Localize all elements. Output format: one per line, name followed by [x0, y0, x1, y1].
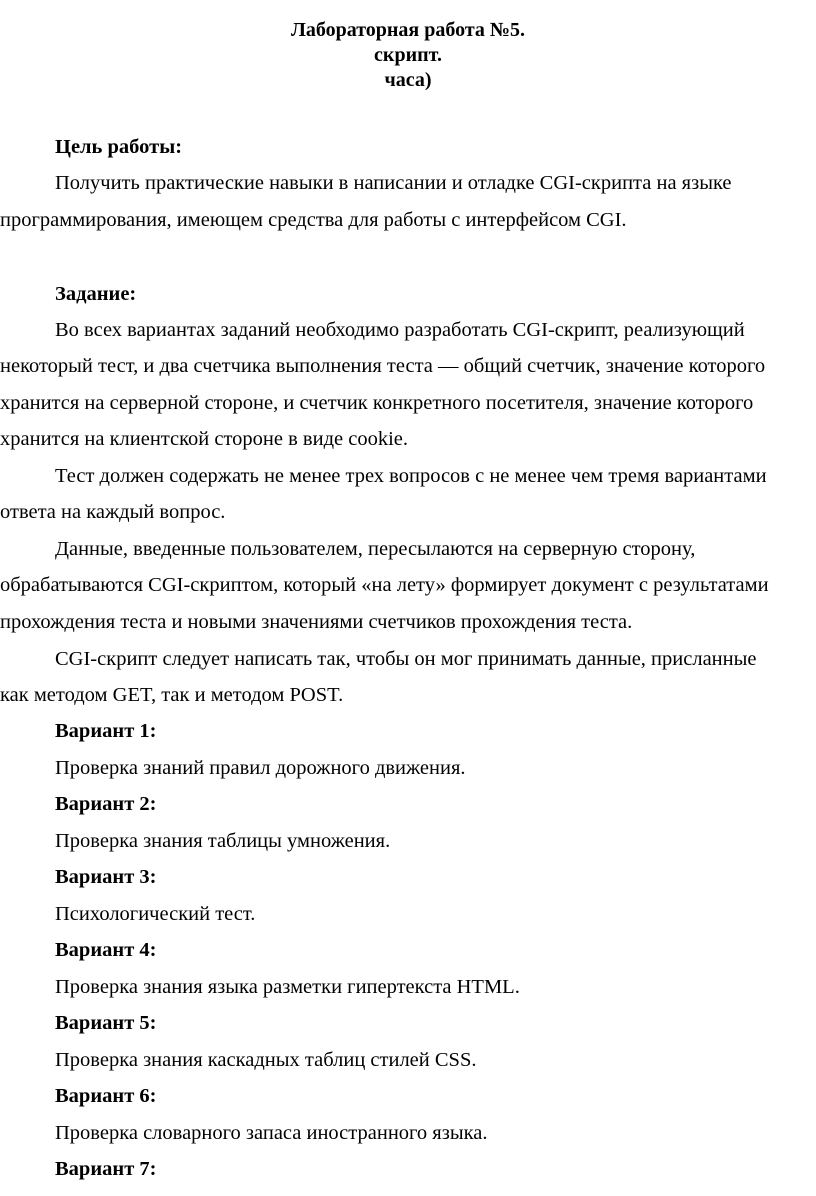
variant-3-text: Психологический тест.: [55, 903, 256, 925]
title-line-1: Лабораторная работа №5.: [290, 19, 526, 41]
goal-line-1: Получить практические навыки в написании и отладке CGI-скрипта на языке: [55, 172, 732, 194]
variant-4-text: Проверка знания языка разметки гипертекста HTML.: [55, 976, 520, 998]
variant-5-label: Вариант 5:: [55, 1012, 157, 1034]
goal-line-2: программирования, имеющем средства для работы с интерфейсом CGI.: [0, 209, 627, 231]
variant-4-label: Вариант 4:: [55, 939, 157, 961]
task-p3-line-2: обрабатываются CGI-скриптом, который «на лету» формирует документ с результатами: [0, 574, 769, 596]
task-p2-line-1: Тест должен содержать не менее трех вопросов с не менее чем тремя вариантами: [55, 465, 767, 487]
title-line-3: часа): [384, 69, 432, 91]
variant-3-label: Вариант 3:: [55, 866, 157, 888]
title-line-2: скрипт.: [374, 44, 442, 66]
task-p3-line-3: прохождения теста и новыми значениями счетчиков прохождения теста.: [0, 611, 633, 633]
variant-2-label: Вариант 2:: [55, 793, 157, 815]
task-p4-line-2: как методом GET, так и методом POST.: [0, 684, 344, 706]
variant-6-label: Вариант 6:: [55, 1085, 157, 1107]
variant-1-label: Вариант 1:: [55, 720, 157, 742]
variant-6-text: Проверка словарного запаса иностранного языка.: [55, 1122, 488, 1144]
variant-2-text: Проверка знания таблицы умножения.: [55, 830, 391, 852]
task-p2-line-2: ответа на каждый вопрос.: [0, 501, 226, 523]
goal-heading: Цель работы:: [55, 136, 183, 158]
variant-1-text: Проверка знаний правил дорожного движения.: [55, 757, 466, 779]
task-heading: Задание:: [55, 283, 137, 305]
variant-7-label: Вариант 7:: [55, 1158, 157, 1180]
task-p1-line-1: Во всех вариантах заданий необходимо разработать CGI-скрипт, реализующий: [55, 319, 745, 341]
task-p4-line-1: CGI-скрипт следует написать так, чтобы он мог принимать данные, присланные: [55, 648, 757, 670]
task-p3-line-1: Данные, введенные пользователем, пересылаются на серверную сторону,: [55, 538, 696, 560]
task-p1-line-2: некоторый тест, и два счетчика выполнения теста — общий счетчик, значение которого: [0, 355, 766, 377]
variant-5-text: Проверка знания каскадных таблиц стилей CSS.: [55, 1049, 477, 1071]
task-p1-line-4: хранится на клиентской стороне в виде cookie.: [0, 428, 409, 450]
task-p1-line-3: хранится на серверной стороне, и счетчик конкретного посетителя, значение которого: [0, 392, 754, 414]
document-title: [0, 18, 816, 93]
